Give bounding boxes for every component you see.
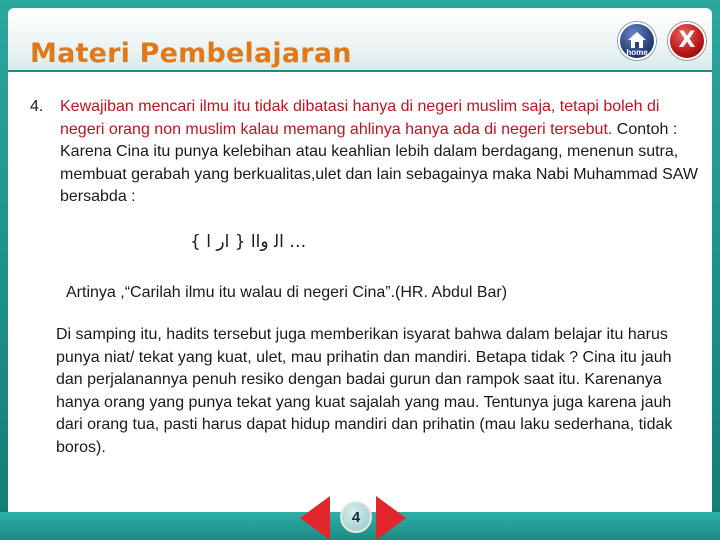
item-number: 4.	[30, 98, 44, 115]
close-icon: X	[678, 28, 696, 53]
highlighted-text: Kewajiban mencari ilmu itu tidak dibatasi hanya di negeri muslim saja, tetapi boleh di negeri orang non muslim kalau memang ahlinya hanya ada di negeri tersebut.	[60, 98, 660, 138]
example-text: Contoh : Karena Cina itu punya kelebihan atau keahlian lebih dalam berdagang, menenun sutra, membuat gerabah yang berkualitas,ulet dan lain sebagainya maka Nabi Muhammad SAW bersabda :	[60, 120, 698, 205]
point-four-body	[60, 96, 700, 209]
explanation-paragraph: Di samping itu, hadits tersebut juga memberikan isyarat bahwa dalam belajar itu harus punya niat/ tekat yang kuat, ulet, mau prihatin dan mandiri. Betapa tidak ? Cina itu jauh dan perjalanannya penuh resiko dengan badai gurun dan rampok saat itu. Karenanya hanya orang yang punya tekat yang kuat sajalah yang mau. Tentunya juga karena jauh dari orang tua, pasti harus dapat hidup mandiri dan prihatin (mau laku sederhana, tidak boros).	[56, 326, 673, 456]
arabic-hadith: { ﺍﺭ ﺍ } ﺍﻟ ﻭﺍﺍ …	[190, 232, 307, 252]
header-bar	[8, 8, 712, 72]
prev-arrow-icon[interactable]	[300, 496, 330, 540]
next-arrow-icon[interactable]	[376, 496, 406, 540]
translation-text: Artinya ,“Carilah ilmu itu walau di negeri Cina”.(HR. Abdul Bar)	[66, 284, 508, 301]
page-number-badge: 4	[340, 501, 372, 533]
close-button[interactable]	[668, 22, 706, 60]
page-title: Materi Pembelajaran	[30, 38, 352, 69]
content-panel	[8, 72, 712, 512]
home-label: home	[626, 48, 648, 57]
